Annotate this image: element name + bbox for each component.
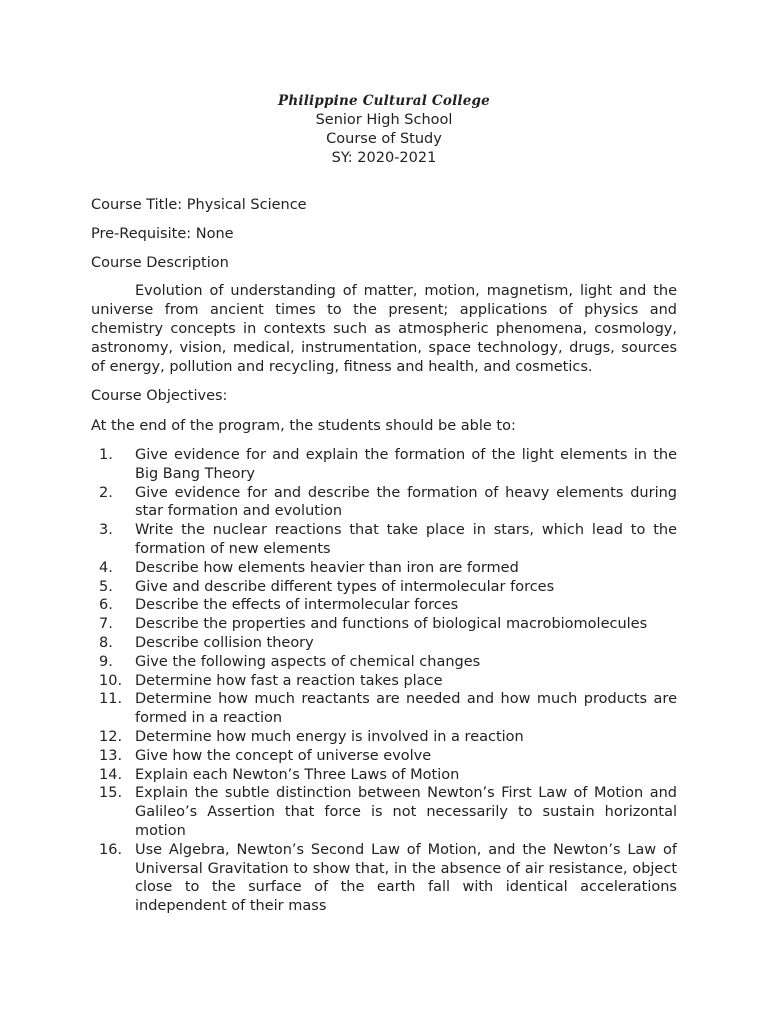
list-item: 9. Give the following aspects of chemical changes [99,653,481,670]
objectives-list [91,446,677,916]
course-description: Evolution of understanding of matter, motion, magnetism, light and the universe from ancient times to the present; applications of physics and chemistry concepts in contexts such as atmospheric phenomena, cosmology, astronomy, vision, medical, instrumentation, space technology, drugs, sources of energy, pollution and recycling, fitness and health, and cosmetics. [91,283,677,375]
list-item: 5. Give and describe different types of intermolecular forces [99,578,555,595]
list-item: 7. Describe the properties and functions of biological macrobiomolecules [99,616,648,633]
list-item: 14. Explain each Newton’s Three Laws of Motion [99,766,460,783]
list-item: 15. Explain the subtle distinction between Newton’s First Law of Motion and Galileo’s Assertion that force is not necessarily to sustain horizontal motion [99,785,677,839]
description-heading: Course Description [91,255,229,271]
school-year-line: SY: 2020-2021 [331,150,437,166]
division-line: Senior High School [315,112,453,128]
list-item: 16. Use Algebra, Newton’s Second Law of Motion, and the Newton’s Law of Universal Gravitation to show that, in the absence of air resistance, object close to the surface of the earth fall with identical accelerations independent of their mass [99,841,677,915]
list-item: 3. Write the nuclear reactions that take place in stars, which lead to the formation of new elements [99,522,677,557]
course-title: Course Title: Physical Science [91,197,307,213]
list-item: 2. Give evidence for and describe the formation of heavy elements during star formation and evolution [99,484,677,520]
list-item: 13. Give how the concept of universe evolve [99,747,432,764]
objectives-heading: Course Objectives: [91,388,228,404]
prerequisite: Pre-Requisite: None [91,226,234,242]
doc-type-line: Course of Study [326,131,442,147]
list-item: 12. Determine how much energy is involved in a reaction [99,728,524,745]
list-item: 10. Determine how fast a reaction takes place [99,672,443,689]
list-item: 11. Determine how much reactants are needed and how much products are formed in a reaction [99,691,677,727]
document-header [0,92,768,168]
list-item: 6. Describe the effects of intermolecular forces [99,597,459,614]
objectives-intro: At the end of the program, the students should be able to: [91,418,516,434]
list-item: 1. Give evidence for and explain the formation of the light elements in the Big Bang Theory [99,447,677,482]
school-name: Philippine Cultural College [278,93,490,109]
list-item: 8. Describe collision theory [99,634,314,651]
list-item: 4. Describe how elements heavier than iron are formed [99,559,519,576]
